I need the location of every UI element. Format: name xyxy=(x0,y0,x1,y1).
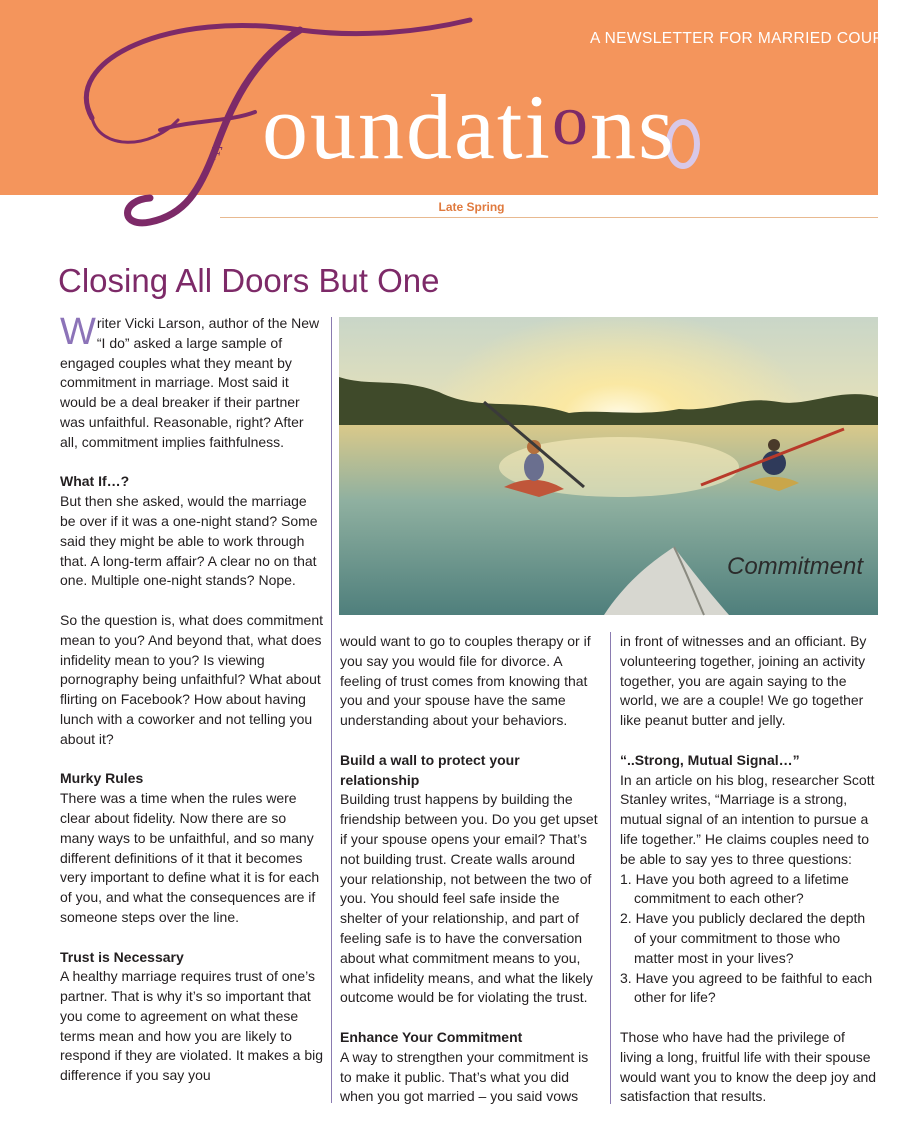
subhead-trust: Trust is Necessary xyxy=(60,948,184,965)
subhead-murky-rules: Murky Rules xyxy=(60,770,144,787)
column-divider-1 xyxy=(331,317,332,1103)
column-divider-2 xyxy=(610,632,611,1104)
paragraph-strong-signal: In an article on his blog, researcher Scott Stanley writes, “Marriage is a strong, mutual signal of an intention to pursue a life together.” He claims couples need to be able to say yes to three questions: xyxy=(620,771,875,867)
paragraph-trust: A healthy marriage requires trust of one’s partner. That is why it’s so important that you come to agreement on what these terms mean and how you are likely to respond if they are violated. It makes a big difference if you say you xyxy=(60,968,324,1084)
photo-caption: Commitment xyxy=(727,553,864,580)
list-item: 2. Have you publicly declared the depth of your commitment to those who matter most in your lives? xyxy=(620,910,866,966)
paragraph-question: So the question is, what does commitment mean to you? And beyond that, what does infidelity mean to you? Is viewing pornography being unfaithful? What about flirting on Facebook? How about having lunch with a coworker and not telling you about it? xyxy=(60,611,324,747)
list-item: 1. Have you both agreed to a lifetime commitment to each other? xyxy=(620,870,849,907)
paragraph-what-if: But then she asked, would the marriage be over if it was a one-night stand? Some said they might be able to work through that. A long-term affair? A clear no on that one. Multiple one-night stands? Nope. xyxy=(60,493,318,589)
issue-season: Late Spring xyxy=(438,200,505,214)
intro-paragraph: Writer Vicki Larson, author of the New “I do” asked a large sample of engaged couples what they meant by commitment in marriage. Most said it would be a deal breaker if their partner was unfaithful. Reasonable, right? After all, commitment implies faithfulness. xyxy=(60,311,320,450)
paragraph-murky-rules: There was a time when the rules were clear about fidelity. Now there are so many ways to be unfaithful, and so many different definitions of it that it becomes very important to define what it is for each of you, and what the consequences are if someone steps over the line. xyxy=(60,790,320,925)
title-text: oundations xyxy=(262,76,676,178)
subhead-strong-signal: “..Strong, Mutual Signal…” xyxy=(620,751,800,768)
article-column-2 xyxy=(340,632,602,1107)
paragraph-build-wall: Building trust happens by building the friendship between you. Do you get upset if your spouse opens your email? That’s not building trust. Create walls around your relationship, not between the two of you. You should feel safe inside the shelter of your relationship, and part of feeling safe is to have the conversation about what commitment means to you, what infidelity means, and what the likely outcome would be for violating the trust. xyxy=(340,791,598,1006)
kayak-sunset-photo xyxy=(339,317,878,615)
paragraph-therapy: would want to go to couples therapy or if you say you would file for divorce. A feeling of trust comes from knowing that you and your spouse have the same understanding about your behaviors. xyxy=(340,633,591,729)
subhead-build-wall: Build a wall to protect your relationship xyxy=(340,751,520,788)
drop-cap: W xyxy=(60,311,96,353)
article-headline: Closing All Doors But One xyxy=(58,262,440,299)
article-column-3 xyxy=(620,632,878,1107)
paragraph-closing: Those who have had the privilege of living a long, fruitful life with their spouse would want you to know the deep joy and satisfaction that results. xyxy=(620,1028,877,1105)
newsletter-tagline: A NEWSLETTER FOR MARRIED COUPLES xyxy=(590,30,914,47)
questions-list xyxy=(620,870,878,1009)
subhead-enhance: Enhance Your Commitment xyxy=(340,1028,523,1045)
paragraph-enhance: A way to strengthen your commitment is to make it public. That’s what you did when you got married – you said vows xyxy=(340,1048,589,1105)
subhead-what-if: What If…? xyxy=(60,473,130,490)
masthead-divider xyxy=(220,217,878,218)
list-item: 3. Have you agreed to be faithful to each other for life? xyxy=(620,969,873,1006)
title-letter-f: F xyxy=(210,143,223,165)
paragraph-witnesses: in front of witnesses and an officiant. By volunteering together, joining an activity together, you are again saying to the world, we are a couple! We go together like peanut butter and jelly. xyxy=(620,633,867,729)
article-column-1 xyxy=(60,311,324,1086)
